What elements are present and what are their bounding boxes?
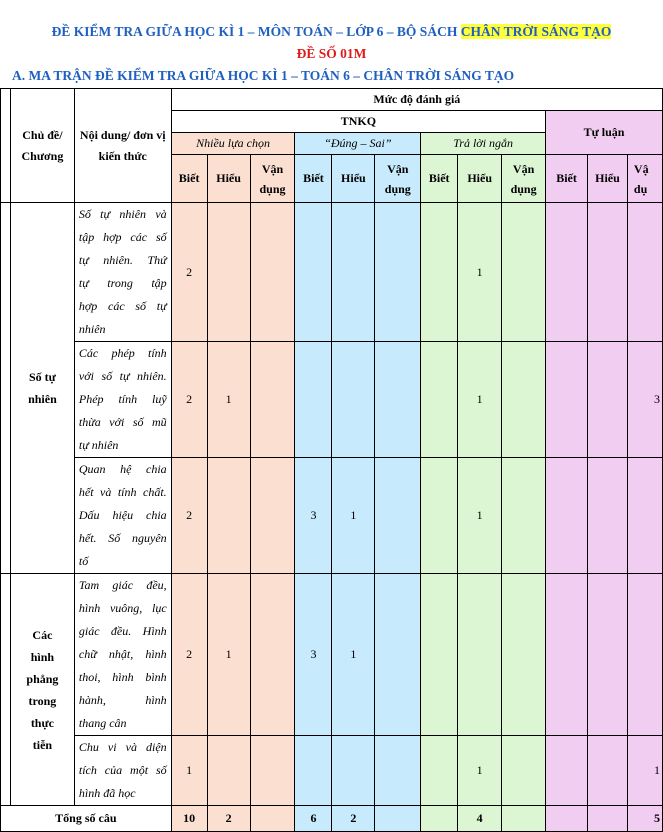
question-count-cell — [207, 736, 250, 806]
question-count-cell: 1 — [171, 736, 207, 806]
matrix-row — [1, 736, 663, 806]
title-highlight: CHÂN TRỜI SÁNG TẠO — [460, 24, 612, 39]
question-count-cell — [332, 736, 375, 806]
total-cell — [502, 806, 546, 832]
question-count-cell — [375, 203, 421, 342]
document-title — [0, 24, 663, 40]
question-count-cell: 1 — [332, 458, 375, 574]
total-cell — [546, 806, 588, 832]
level-van-dung: Vận dụng — [250, 155, 295, 203]
question-count-cell — [207, 458, 250, 574]
question-count-cell: 1 — [627, 736, 662, 806]
question-count-cell: 3 — [295, 458, 332, 574]
topic-name: Số tự nhiên — [10, 203, 74, 574]
level-van-dung: Vận dụng — [502, 155, 546, 203]
header-chu-de: Chủ đề/ Chương — [10, 89, 74, 203]
question-count-cell — [295, 342, 332, 458]
question-count-cell: 1 — [207, 574, 250, 736]
question-count-cell — [295, 736, 332, 806]
question-count-cell — [332, 342, 375, 458]
question-count-cell — [587, 736, 627, 806]
header-muc-do: Mức độ đánh giá — [171, 89, 662, 111]
question-count-cell — [421, 458, 458, 574]
content-unit: Chu vi và diện tích của một số hình đã học — [74, 736, 171, 806]
question-count-cell: 1 — [458, 342, 502, 458]
question-count-cell — [375, 574, 421, 736]
question-count-cell: 2 — [171, 458, 207, 574]
question-count-cell — [587, 342, 627, 458]
question-count-cell — [295, 203, 332, 342]
question-count-cell — [587, 458, 627, 574]
level-biet: Biết — [171, 155, 207, 203]
question-count-cell — [421, 574, 458, 736]
header-dung-sai: “Đúng – Sai” — [295, 133, 421, 155]
level-hieu: Hiểu — [332, 155, 375, 203]
question-count-cell — [458, 574, 502, 736]
question-count-cell — [546, 736, 588, 806]
matrix-row — [1, 458, 663, 574]
question-count-cell: 1 — [207, 342, 250, 458]
content-unit: Quan hệ chia hết và tính chất. Dấu hiệu chia hết. Số nguyên tố — [74, 458, 171, 574]
question-count-cell — [250, 736, 295, 806]
total-cell — [375, 806, 421, 832]
level-hieu: Hiểu — [458, 155, 502, 203]
level-hieu: Hiểu — [207, 155, 250, 203]
question-count-cell — [250, 342, 295, 458]
total-cell: 4 — [458, 806, 502, 832]
question-count-cell: 1 — [332, 574, 375, 736]
topic-name: Các hình phẳng trong thực tiễn — [10, 574, 74, 806]
header-tra-loi-ngan: Trả lời ngắn — [421, 133, 546, 155]
header-noi-dung: Nội dung/ đơn vị kiến thức — [74, 89, 171, 203]
matrix-row — [1, 574, 663, 736]
left-margin-cell — [1, 574, 11, 806]
header-tu-luan: Tự luận — [546, 111, 663, 155]
total-label: Tổng số câu — [1, 806, 172, 832]
question-count-cell — [546, 458, 588, 574]
content-unit: Số tự nhiên và tập hợp các số tự nhiên. Thứ tự trong tập hợp các số tự nhiên — [74, 203, 171, 342]
question-count-cell — [332, 203, 375, 342]
content-unit: Tam giác đều, hình vuông, lục giác đều. Hình chữ nhật, hình thoi, hình bình hành, hình thang cân — [74, 574, 171, 736]
level-van-dung: Vậ dụ — [627, 155, 662, 203]
total-cell: 5 — [627, 806, 662, 832]
question-count-cell — [627, 574, 662, 736]
level-biet: Biết — [295, 155, 332, 203]
left-margin-cell — [1, 89, 11, 203]
question-count-cell — [375, 736, 421, 806]
left-margin-cell — [1, 203, 11, 574]
matrix-row — [1, 203, 663, 342]
question-count-cell — [587, 203, 627, 342]
question-count-cell — [250, 458, 295, 574]
title-main: ĐỀ KIỂM TRA GIỮA HỌC KÌ 1 – MÔN TOÁN – LỚP 6 – BỘ SÁCH — [51, 24, 461, 39]
question-count-cell — [421, 342, 458, 458]
question-count-cell: 2 — [171, 203, 207, 342]
question-count-cell — [546, 574, 588, 736]
exam-matrix-table — [0, 88, 663, 832]
content-unit: Các phép tính với số tự nhiên. Phép tính luỹ thừa với số mũ tự nhiên — [74, 342, 171, 458]
level-biet: Biết — [421, 155, 458, 203]
header-nhieu-lua-chon: Nhiều lựa chọn — [171, 133, 295, 155]
question-count-cell — [375, 342, 421, 458]
exam-number: ĐỀ SỐ 01M — [296, 46, 367, 61]
total-cell: 2 — [207, 806, 250, 832]
header-tnkq: TNKQ — [171, 111, 545, 133]
question-count-cell — [421, 203, 458, 342]
question-count-cell — [250, 203, 295, 342]
question-count-cell: 1 — [458, 736, 502, 806]
question-count-cell: 3 — [627, 342, 662, 458]
question-count-cell — [502, 736, 546, 806]
question-count-cell — [502, 203, 546, 342]
total-cell: 6 — [295, 806, 332, 832]
question-count-cell — [627, 203, 662, 342]
question-count-cell — [421, 736, 458, 806]
total-cell: 10 — [171, 806, 207, 832]
question-count-cell: 1 — [458, 458, 502, 574]
question-count-cell — [502, 342, 546, 458]
question-count-cell — [250, 574, 295, 736]
totals-row — [1, 806, 663, 832]
total-cell — [587, 806, 627, 832]
total-cell: 2 — [332, 806, 375, 832]
question-count-cell — [375, 458, 421, 574]
question-count-cell: 2 — [171, 342, 207, 458]
question-count-cell — [546, 203, 588, 342]
section-heading: A. MA TRẬN ĐỀ KIỂM TRA GIỮA HỌC KÌ 1 – TOÁN 6 – CHÂN TRỜI SÁNG TẠO — [12, 68, 515, 83]
question-count-cell: 2 — [171, 574, 207, 736]
question-count-cell — [502, 458, 546, 574]
matrix-row — [1, 342, 663, 458]
question-count-cell: 3 — [295, 574, 332, 736]
question-count-cell — [546, 342, 588, 458]
question-count-cell — [587, 574, 627, 736]
total-cell — [250, 806, 295, 832]
level-hieu: Hiểu — [587, 155, 627, 203]
total-cell — [421, 806, 458, 832]
question-count-cell — [627, 458, 662, 574]
question-count-cell — [502, 574, 546, 736]
level-van-dung: Vận dụng — [375, 155, 421, 203]
question-count-cell: 1 — [458, 203, 502, 342]
question-count-cell — [207, 203, 250, 342]
level-biet: Biết — [546, 155, 588, 203]
